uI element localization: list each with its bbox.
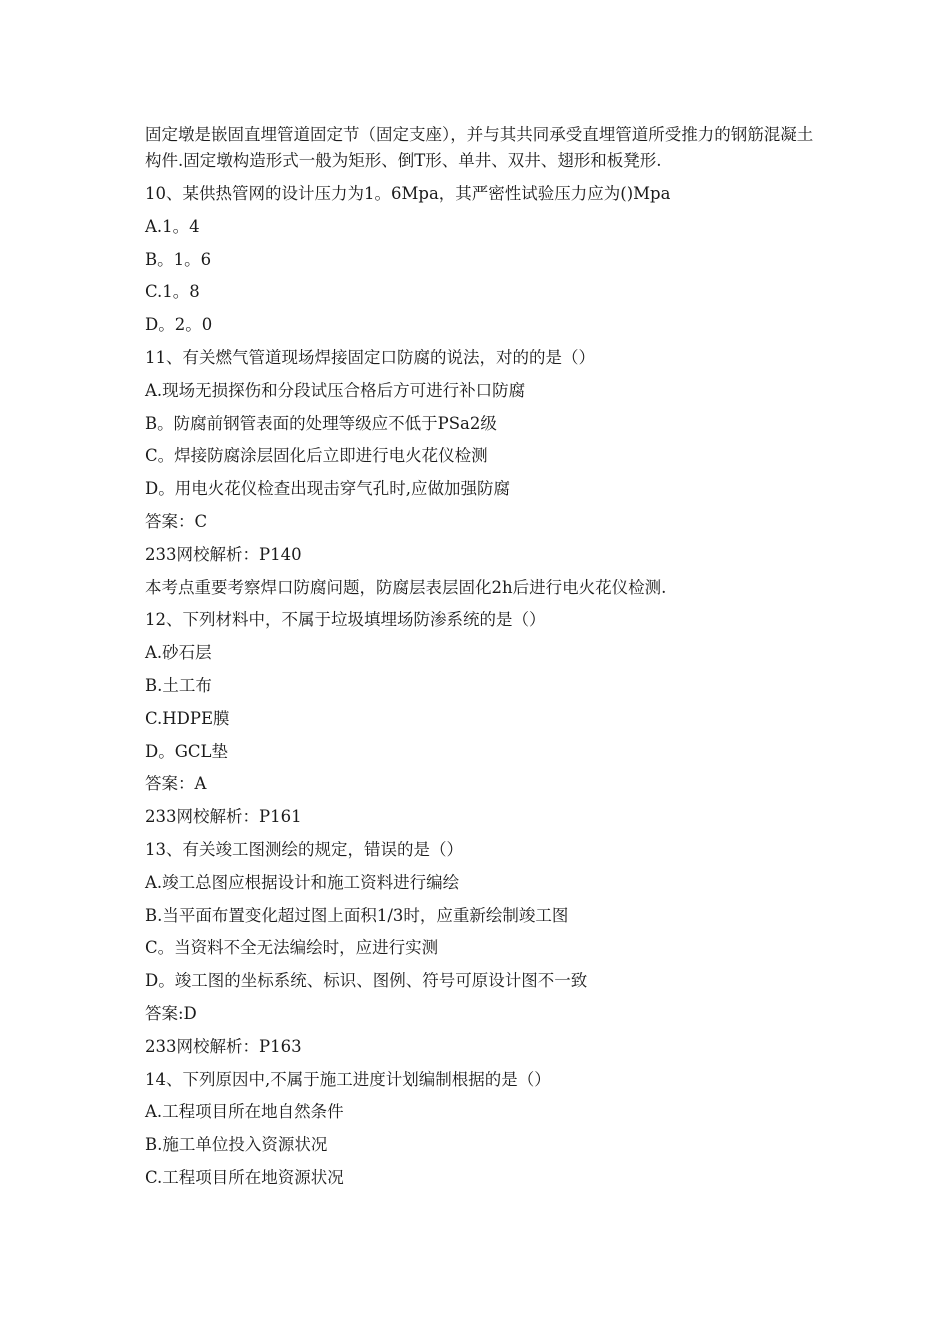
text-line: A.砂石层: [145, 643, 212, 663]
text-line: D。GCL垫: [145, 741, 228, 761]
document-page: [145, 122, 825, 1195]
text-line: B.施工单位投入资源状况: [145, 1135, 328, 1155]
text-line: D。竣工图的坐标系统、标识、图例、符号可原设计图不一致: [145, 971, 588, 991]
text-line: 11、有关燃气管道现场焊接固定口防腐的说法，对的的是（）: [145, 347, 595, 367]
intro-paragraph: 固定墩是嵌固直埋管道固定节（固定支座），并与其共同承受直埋管道所受推力的钢筋混凝土构件.固定墩构造形式一般为矩形、倒T形、单井、双井、翅形和板凳形.: [145, 125, 814, 170]
text-line: 答案:D: [145, 1003, 197, 1023]
text-line: B.土工布: [145, 675, 212, 695]
text-line: A.1。4: [145, 216, 200, 236]
text-line: 14、下列原因中,不属于施工进度计划编制根据的是（）: [145, 1069, 551, 1089]
text-line: B。1。6: [145, 249, 212, 269]
text-line: 答案：C: [145, 511, 208, 531]
text-line: D。用电火花仪检查出现击穿气孔时,应做加强防腐: [145, 479, 510, 499]
text-line: 12、下列材料中，不属于垃圾填埋场防渗系统的是（）: [145, 610, 546, 630]
text-line: C。当资料不全无法编绘时，应进行实测: [145, 938, 439, 958]
text-line: 10、某供热管网的设计压力为1。6Mpa，其严密性试验压力应为()Mpa: [145, 184, 671, 203]
text-line: A.竣工总图应根据设计和施工资料进行编绘: [145, 872, 460, 892]
text-line: 本考点重要考察焊口防腐问题，防腐层表层固化2h后进行电火花仪检测.: [145, 577, 667, 597]
text-line: 233网校解析：P163: [145, 1036, 302, 1056]
text-line: C.1。8: [145, 282, 200, 302]
text-line: C.HDPE膜: [145, 708, 230, 728]
text-line: 答案：A: [145, 774, 207, 794]
text-line: D。2。0: [145, 315, 213, 335]
text-line: B.当平面布置变化超过图上面积1/3时，应重新绘制竣工图: [145, 905, 569, 925]
text-line: A.工程项目所在地自然条件: [145, 1102, 344, 1122]
text-line: C。焊接防腐涂层固化后立即进行电火花仪检测: [145, 446, 488, 466]
text-line: A.现场无损探伤和分段试压合格后方可进行补口防腐: [145, 380, 526, 400]
text-line: C.工程项目所在地资源状况: [145, 1167, 344, 1187]
text-line: 233网校解析：P140: [145, 544, 302, 564]
question-lines: [145, 178, 825, 1195]
text-line: 13、有关竣工图测绘的规定，错误的是（）: [145, 839, 463, 859]
text-line: 233网校解析：P161: [145, 807, 302, 827]
text-line: B。防腐前钢管表面的处理等级应不低于PSa2级: [145, 413, 497, 433]
